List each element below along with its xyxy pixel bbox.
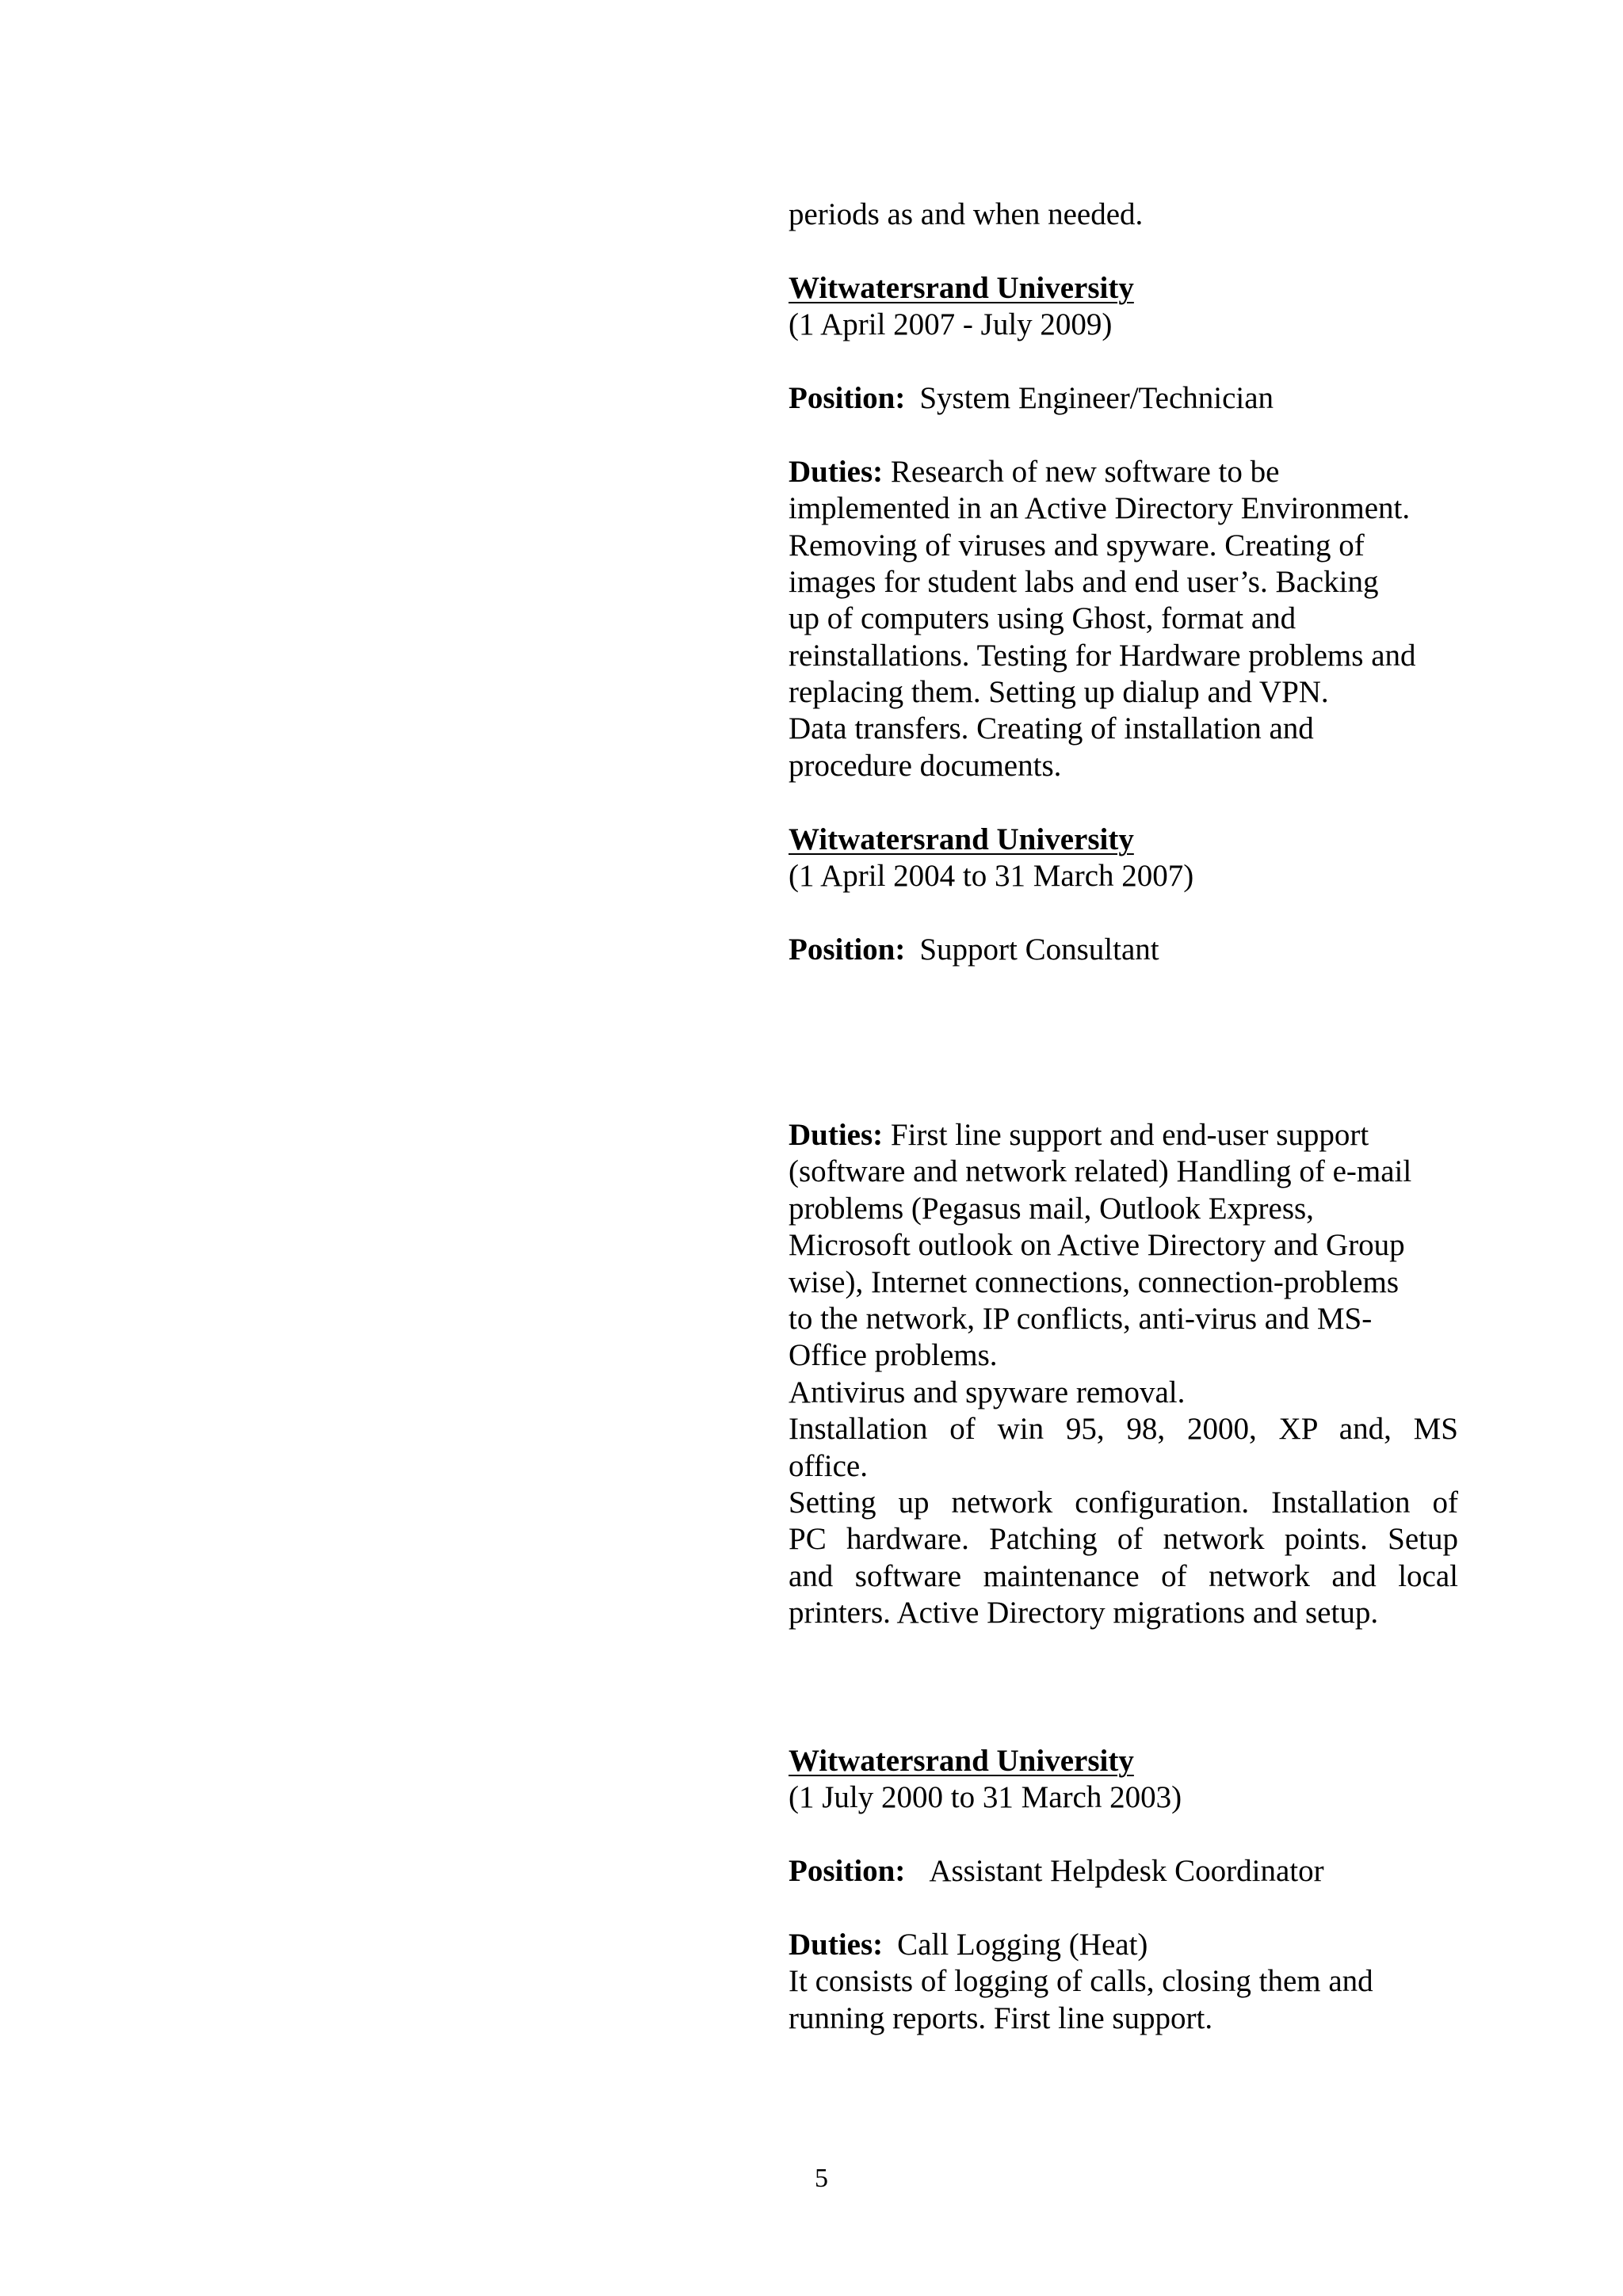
duties-text: Office problems. bbox=[789, 1338, 998, 1373]
duties-label: Duties: bbox=[789, 1927, 884, 1962]
position-title: System Engineer/Technician bbox=[919, 380, 1274, 415]
job-entry-2-duties bbox=[789, 1117, 1458, 1631]
duties-text: running reports. First line support. bbox=[789, 2000, 1213, 2035]
position-label: Position: bbox=[789, 380, 906, 415]
duties-text: It consists of logging of calls, closing them and bbox=[789, 1964, 1373, 1999]
duties-text: Research of new software to be bbox=[890, 454, 1280, 489]
duties-text: Antivirus and spyware removal. bbox=[789, 1375, 1186, 1409]
job-entry-1 bbox=[789, 270, 1458, 784]
employer-name: Witwatersrand University bbox=[789, 1744, 1134, 1778]
employer-name: Witwatersrand University bbox=[789, 270, 1134, 305]
duties-line bbox=[789, 1927, 1458, 1963]
duties-text: wise), Internet connections, connection-problems bbox=[789, 1264, 1400, 1299]
duties-text: Setting up network configuration. Installation of bbox=[789, 1485, 1458, 1520]
employer-name: Witwatersrand University bbox=[789, 822, 1134, 856]
position-line bbox=[789, 932, 1458, 968]
duties-line bbox=[789, 1117, 1458, 1154]
duties-text: PC hardware. Patching of network points. Setup bbox=[789, 1522, 1458, 1557]
employment-period: (1 July 2000 to 31 March 2003) bbox=[789, 1780, 1182, 1815]
job-entry-2 bbox=[789, 822, 1458, 969]
duties-text: Call Logging (Heat) bbox=[897, 1927, 1148, 1962]
duties-text: problems (Pegasus mail, Outlook Express, bbox=[789, 1191, 1314, 1226]
duties-text: Removing of viruses and spyware. Creating of bbox=[789, 528, 1365, 563]
intro-text bbox=[789, 196, 1458, 233]
duties-text: Data transfers. Creating of installation and bbox=[789, 711, 1314, 746]
duties-label: Duties: bbox=[789, 1118, 884, 1152]
duties-text: replacing them. Setting up dialup and VPN. bbox=[789, 675, 1329, 710]
duties-text: Installation of win 95, 98, 2000, XP and, MS bbox=[789, 1412, 1458, 1447]
duties-text: implemented in an Active Directory Environment. bbox=[789, 491, 1411, 526]
duties-text: (software and network related) Handling of e-mail bbox=[789, 1154, 1412, 1189]
employment-period: (1 April 2004 to 31 March 2007) bbox=[789, 859, 1194, 894]
duties-text: office. bbox=[789, 1448, 868, 1483]
duties-text: Microsoft outlook on Active Directory and Group bbox=[789, 1228, 1405, 1263]
job-entry-3 bbox=[789, 1743, 1458, 2037]
page-number: 5 bbox=[815, 2164, 828, 2193]
duties-line bbox=[789, 454, 1458, 490]
position-line bbox=[789, 380, 1458, 417]
position-title: Support Consultant bbox=[919, 932, 1159, 967]
duties-text: up of computers using Ghost, format and bbox=[789, 601, 1296, 636]
position-line bbox=[789, 1853, 1458, 1890]
duties-text: procedure documents. bbox=[789, 748, 1062, 783]
intro-line: periods as and when needed. bbox=[789, 197, 1144, 231]
duties-label: Duties: bbox=[789, 454, 884, 489]
duties-text: and software maintenance of network and local bbox=[789, 1558, 1458, 1593]
employment-period: (1 April 2007 - July 2009) bbox=[789, 307, 1113, 342]
position-title: Assistant Helpdesk Coordinator bbox=[929, 1854, 1324, 1889]
duties-text: First line support and end-user support bbox=[890, 1118, 1369, 1152]
position-label: Position: bbox=[789, 1854, 906, 1889]
duties-text: reinstallations. Testing for Hardware problems and bbox=[789, 638, 1416, 673]
duties-text: images for student labs and end user’s. Backing bbox=[789, 564, 1379, 599]
position-label: Position: bbox=[789, 932, 906, 967]
duties-text: printers. Active Directory migrations and setup. bbox=[789, 1596, 1379, 1630]
duties-text: to the network, IP conflicts, anti-virus and MS- bbox=[789, 1301, 1373, 1336]
